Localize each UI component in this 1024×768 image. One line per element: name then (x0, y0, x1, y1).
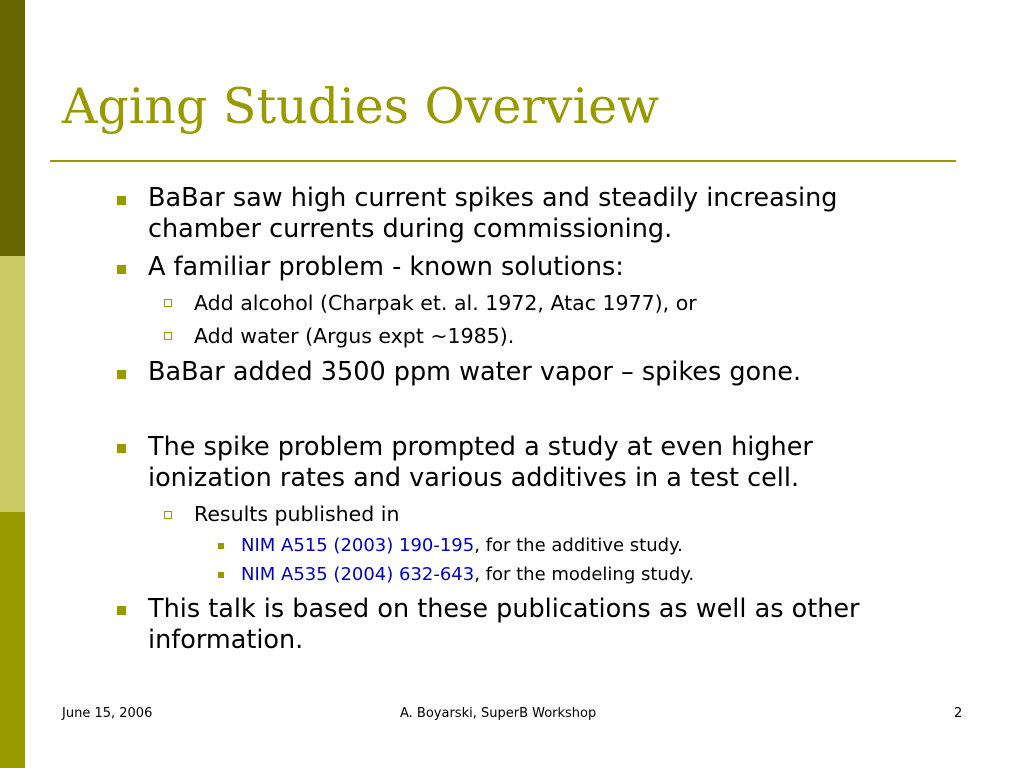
hollow-square-bullet-icon (164, 511, 172, 519)
sub-bullet-text: Add water (Argus expt ~1985). (194, 324, 515, 348)
bullet-text: The spike problem prompted a study at even higher (148, 432, 813, 462)
bullet-text: BaBar added 3500 ppm water vapor – spikes gone. (148, 357, 802, 387)
reference-description: , for the modeling study. (474, 564, 695, 585)
bullet-text: ionization rates and various additives in a test cell. (148, 463, 800, 493)
bullet-text: chamber currents during commissioning. (148, 214, 673, 244)
sidebar-stripe-middle (0, 256, 25, 512)
square-bullet-icon (117, 606, 126, 615)
bullet-text: information. (148, 625, 304, 655)
reference-line (241, 560, 694, 590)
slide-title: Aging Studies Overview (62, 78, 660, 135)
footer-author: A. Boyarski, SuperB Workshop (400, 706, 597, 721)
sidebar-stripe-bottom (0, 512, 25, 768)
sidebar-stripe-top (0, 0, 25, 256)
square-bullet-icon (117, 444, 126, 453)
hollow-square-bullet-icon (164, 299, 172, 307)
footer-date: June 15, 2006 (62, 706, 153, 721)
bullet-text: BaBar saw high current spikes and steadily increasing (148, 183, 838, 213)
square-bullet-icon (117, 370, 126, 379)
sub-bullet-text: Add alcohol (Charpak et. al. 1972, Atac 1977), or (194, 291, 697, 315)
footer-page-number: 2 (954, 706, 963, 721)
square-bullet-icon (117, 265, 126, 274)
small-square-bullet-icon (218, 572, 224, 578)
hollow-square-bullet-icon (164, 332, 172, 340)
small-square-bullet-icon (218, 543, 224, 549)
reference-line (241, 531, 683, 561)
bullet-text: This talk is based on these publications as well as other (148, 594, 860, 624)
square-bullet-icon (117, 196, 126, 205)
reference-link-nim-a535[interactable]: NIM A535 (2004) 632-643 (241, 564, 475, 585)
title-divider (50, 160, 956, 162)
reference-description: , for the additive study. (474, 535, 683, 556)
sub-bullet-text: Results published in (194, 502, 400, 526)
bullet-text: A familiar problem - known solutions: (148, 252, 624, 282)
reference-link-nim-a515[interactable]: NIM A515 (2003) 190-195 (241, 535, 475, 556)
